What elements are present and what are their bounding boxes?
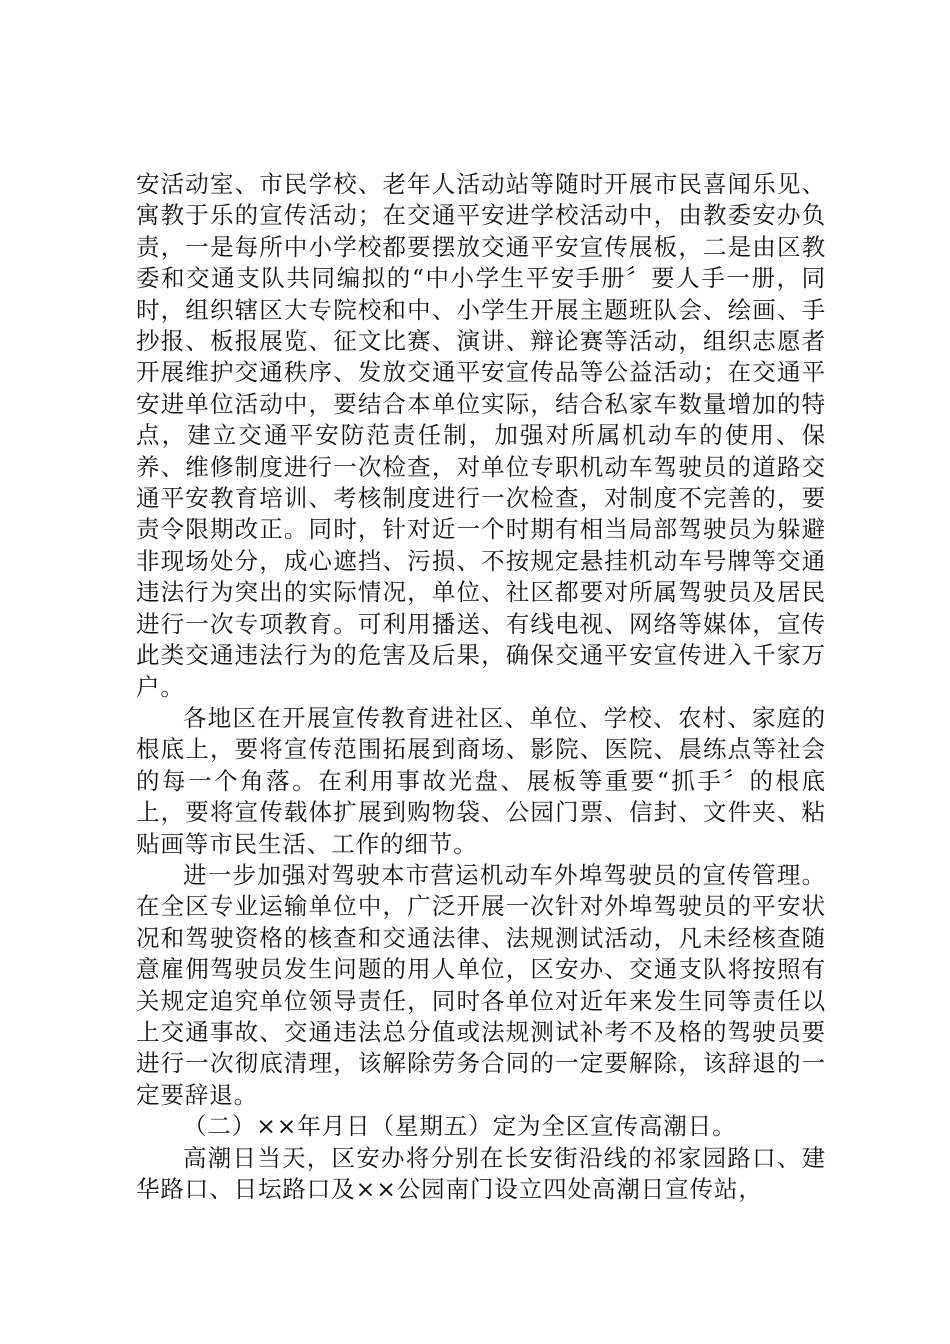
section-heading-2: （二）××年月日（星期五）定为全区宣传高潮日。 <box>183 1112 737 1141</box>
paragraph-5: 高潮日当天，区安办将分别在长安街沿线的祁家园路口、建华路口、日坛路口及××公园南门设立四处高潮日宣传站， <box>136 1143 826 1203</box>
paragraph-2: 各地区在开展宣传教育进社区、单位、学校、农村、家庭的根底上，要将宣传范围拓展到商场、影院、医院、晨练点等社会的每一个角落。在利用事故光盘、展板等重要“抓手〞的根底上，要将宣传载体扩展到购物袋、公园门票、信封、文件夹、粘贴画等市民生活、工作的细节。 <box>136 703 826 858</box>
document-body <box>136 169 826 1205</box>
paragraph-3: 进一步加强对驾驶本市营运机动车外埠驾驶员的宣传管理。在全区专业运输单位中，广泛开展一次针对外埠驾驶员的平安状况和驾驶资格的核查和交通法律、法规测试活动，凡未经核查随意雇佣驾驶员发生问题的用人单位，区安办、交通支队将按照有关规定追究单位领导责任，同时各单位对近年来发生同等责任以上交通事故、交通违法总分值或法规测试补考不及格的驾驶员要进行一次彻底清理，该解除劳务合同的一定要解除，该辞退的一定要辞退。 <box>136 860 826 1109</box>
paragraph-1: 安活动室、市民学校、老年人活动站等随时开展市民喜闻乐见、寓教于乐的宣传活动；在交通平安进学校活动中，由教委安办负责，一是每所中小学校都要摆放交通平安宣传展板，二是由区教委和交通支队共同编拟的“中小学生平安手册〞要人手一册，同时，组织辖区大专院校和中、小学生开展主题班队会、绘画、手抄报、板报展览、征文比赛、演讲、辩论赛等活动，组织志愿者开展维护交通秩序、发放交通平安宣传品等公益活动；在交通平安进单位活动中，要结合本单位实际，结合私家车数量增加的特点，建立交通平安防范责任制，加强对所属机动车的使用、保养、维修制度进行一次检查，对单位专职机动车驾驶员的道路交通平安教育培训、考核制度进行一次检查，对制度不完善的，要责令限期改正。同时，针对近一个时期有相当局部驾驶员为躲避非现场处分，成心遮挡、污损、不按规定悬挂机动车号牌等交通违法行为突出的实际情况，单位、社区都要对所属驾驶员及居民进行一次专项教育。可利用播送、有线电视、网络等媒体，宣传此类交通违法行为的危害及后果，确保交通平安宣传进入千家万户。 <box>136 170 826 701</box>
